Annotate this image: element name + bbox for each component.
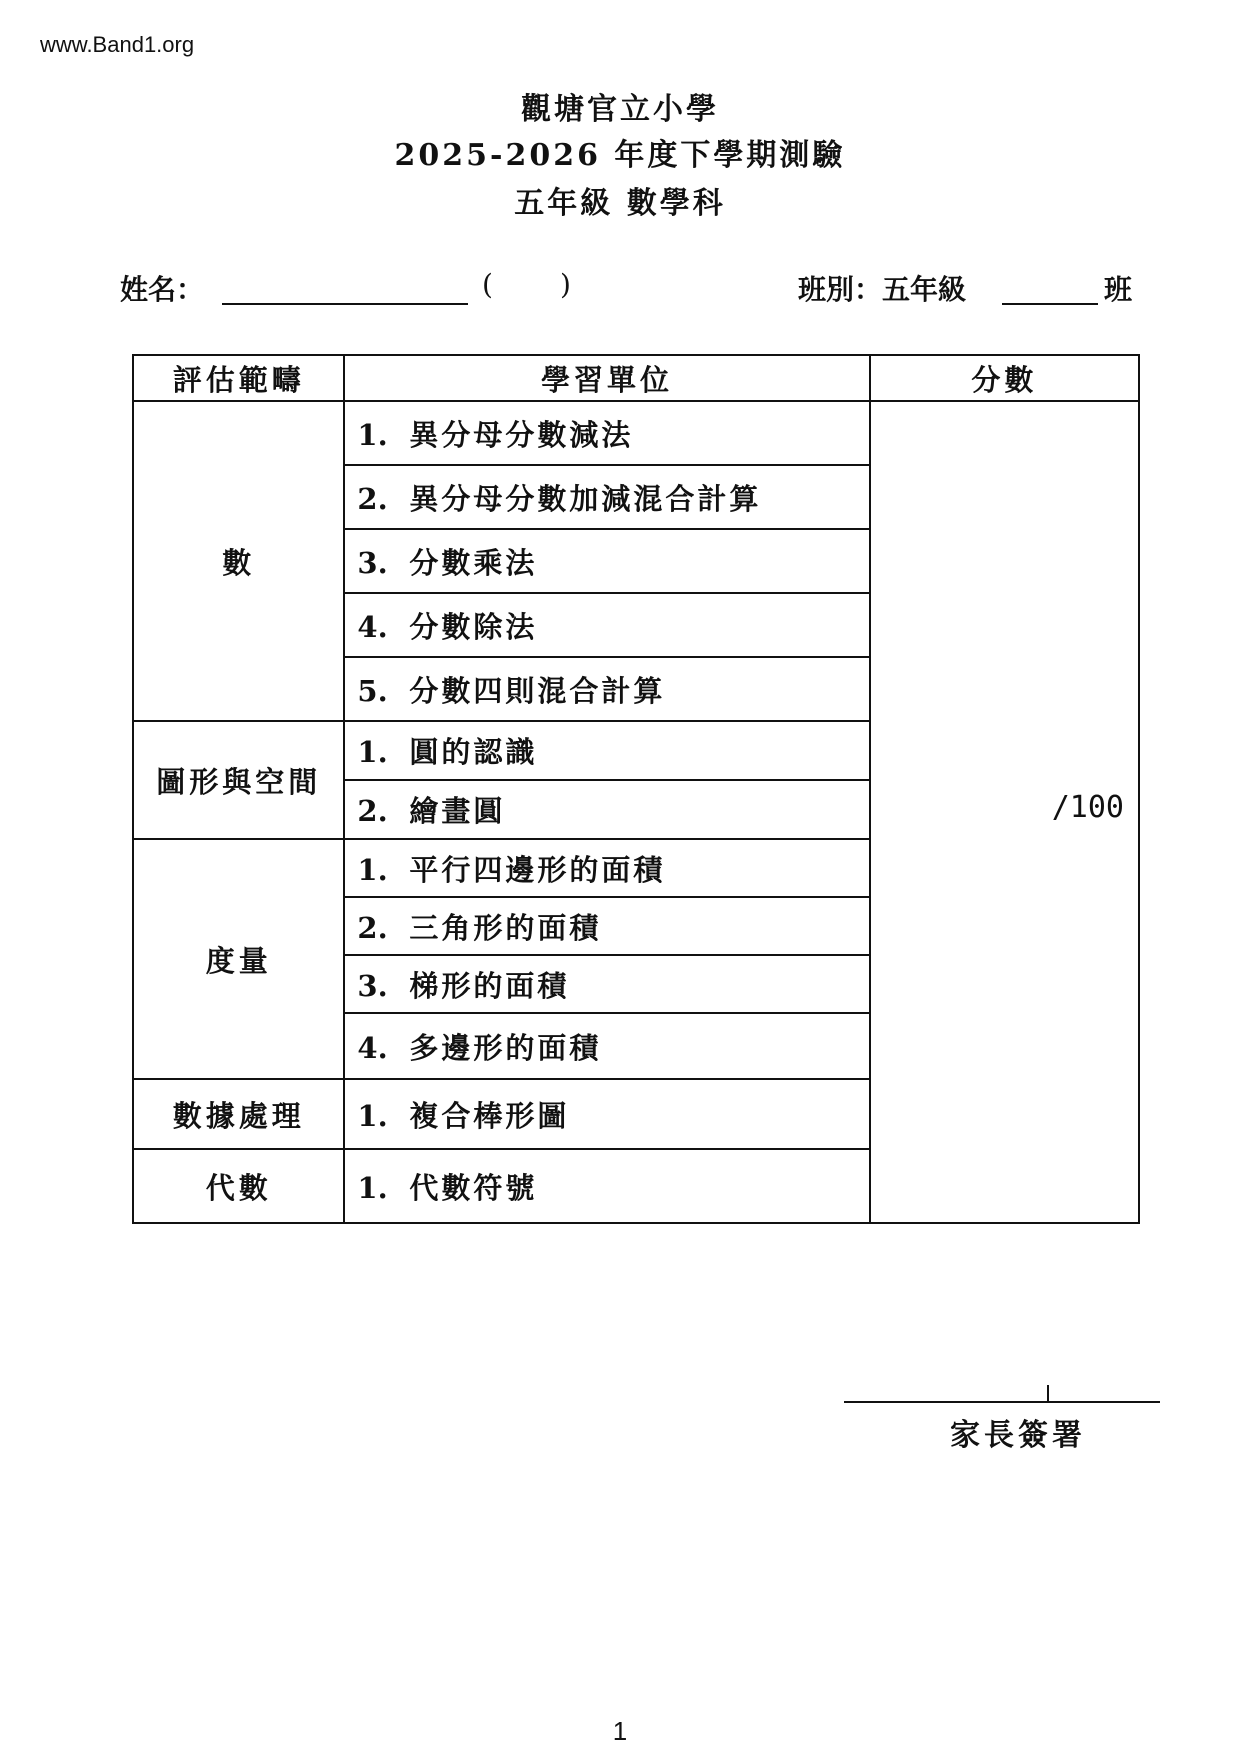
unit-number: 1.	[357, 735, 388, 769]
unit-number: 5.	[357, 673, 388, 708]
table-header-row	[133, 355, 1139, 401]
unit-cell	[344, 780, 869, 839]
unit-text: 圓的認識	[409, 735, 538, 769]
name-label: 姓名：	[120, 273, 205, 306]
unit-cell	[344, 839, 869, 897]
unit-cell	[344, 721, 869, 780]
unit-number: 3.	[357, 545, 388, 580]
school-name: 觀塘官立小學	[521, 92, 719, 127]
area-cell: 數據處理	[133, 1079, 344, 1149]
name-blank-line	[222, 303, 468, 305]
unit-text: 多邊形的面積	[409, 1030, 602, 1065]
area-cell: 度量	[133, 839, 344, 1079]
unit-text: 異分母分數減法	[409, 417, 634, 452]
exam-title: 2025-2026 年度下學期測驗	[394, 138, 846, 173]
class-suffix: 班	[1104, 273, 1133, 306]
area-cell: 數	[133, 401, 344, 721]
unit-cell	[344, 401, 869, 465]
unit-text: 平行四邊形的面積	[409, 852, 666, 887]
unit-number: 4.	[357, 1030, 388, 1065]
unit-number: 1.	[357, 1098, 388, 1133]
unit-cell	[344, 465, 869, 529]
unit-number: 2.	[357, 910, 388, 945]
header-unit: 學習單位	[344, 355, 869, 401]
unit-text: 複合棒形圖	[409, 1098, 570, 1133]
unit-number: 1.	[357, 417, 388, 452]
unit-text: 異分母分數加減混合計算	[409, 481, 762, 516]
unit-text: 分數乘法	[409, 545, 538, 580]
site-watermark: www.Band1.org	[40, 32, 195, 57]
unit-number: 3.	[357, 968, 388, 1003]
unit-text: 分數四則混合計算	[409, 673, 666, 708]
signature-line	[844, 1401, 1160, 1403]
unit-number: 1.	[357, 1170, 388, 1205]
unit-number: 2.	[357, 481, 388, 516]
header-area: 評估範疇	[133, 355, 344, 401]
unit-text: 分數除法	[409, 609, 538, 644]
page-number: 1	[612, 1716, 628, 1746]
unit-text: 繪畫圓	[409, 794, 506, 828]
area-cell: 圖形與空間	[133, 721, 344, 839]
unit-text: 代數符號	[409, 1170, 538, 1205]
unit-number: 1.	[357, 852, 388, 887]
unit-cell	[344, 1149, 869, 1223]
class-number-paren-open: (	[482, 268, 493, 301]
score-cell	[870, 401, 1139, 1223]
unit-cell	[344, 955, 869, 1013]
unit-text: 梯形的面積	[409, 968, 570, 1003]
unit-cell	[344, 897, 869, 955]
unit-cell	[344, 593, 869, 657]
unit-cell	[344, 657, 869, 721]
unit-cell	[344, 529, 869, 593]
signature-tick-mark	[1047, 1385, 1049, 1403]
score-value: /100	[1051, 789, 1124, 825]
grade-subject: 五年級 數學科	[514, 186, 726, 221]
class-blank-line	[1002, 303, 1098, 305]
unit-text: 三角形的面積	[409, 910, 602, 945]
class-label: 班別：五年級	[798, 273, 967, 306]
unit-number: 4.	[357, 609, 388, 644]
area-cell: 代數	[133, 1149, 344, 1223]
unit-number: 2.	[357, 794, 388, 828]
table-row	[133, 401, 1139, 465]
header-score: 分數	[870, 355, 1139, 401]
unit-cell	[344, 1013, 869, 1079]
assessment-table	[132, 354, 1140, 1224]
class-number-paren-close: )	[560, 268, 571, 301]
parent-signature-label: 家長簽署	[950, 1418, 1086, 1453]
unit-cell	[344, 1079, 869, 1149]
